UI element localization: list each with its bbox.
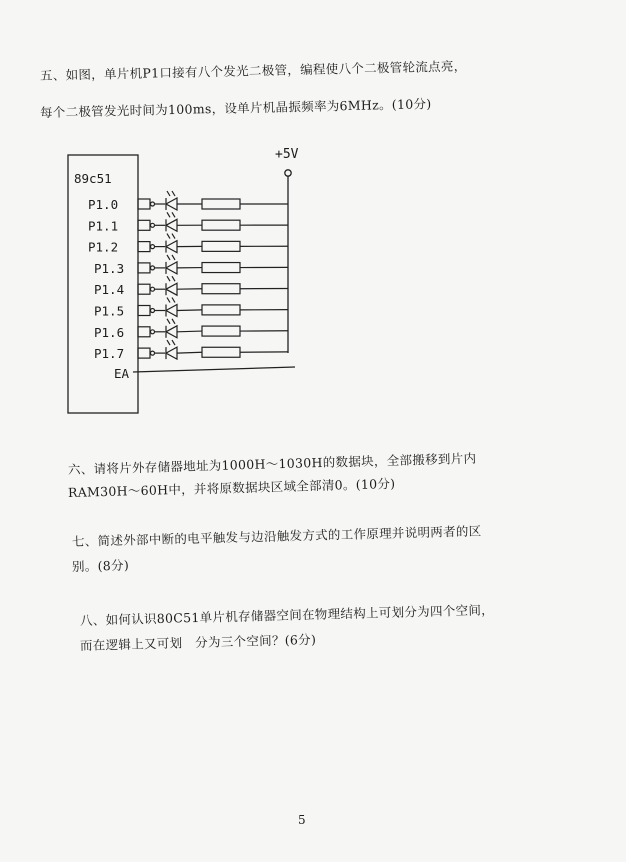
- led-triangle: [166, 283, 177, 295]
- inverter-gate: [138, 199, 150, 209]
- ea-wire: [133, 367, 295, 372]
- pin-label: P1.1: [88, 218, 119, 234]
- supply-label: +5V: [275, 147, 299, 162]
- q7-text-line1: 七、简述外部中断的电平触发与边沿触发方式的工作原理并说明两者的区: [71, 523, 482, 549]
- q8-text-line2: 而在逻辑上又可划 分为三个空间？(6分): [79, 631, 317, 653]
- q5-text-line1: 五、如图，单片机P1口接有八个发光二极管，编程使八个二极管轮流点亮，: [39, 58, 467, 83]
- led-triangle: [166, 262, 177, 274]
- pin-row: [94, 319, 288, 340]
- q6-text-line1: 六、请将片外存储器地址为1000H～1030H的数据块，全部搬移到片内: [67, 450, 477, 477]
- inverter-bubble: [151, 287, 155, 291]
- led-triangle: [166, 305, 177, 317]
- resistor: [202, 347, 240, 357]
- inverter-bubble: [151, 330, 155, 334]
- resistor: [202, 326, 240, 336]
- inverter-gate: [138, 220, 150, 230]
- pin-label: P1.0: [88, 197, 119, 212]
- led-triangle: [166, 219, 177, 231]
- led-triangle: [166, 198, 177, 210]
- pin-label: P1.3: [94, 260, 125, 276]
- pin-row: [94, 340, 288, 361]
- page-number: 5: [298, 813, 306, 827]
- ea-label: EA: [114, 366, 130, 381]
- pin-label: P1.2: [88, 239, 119, 255]
- pin-row: [88, 191, 288, 212]
- inverter-bubble: [151, 223, 155, 227]
- led-triangle: [166, 241, 177, 253]
- supply-terminal: [285, 170, 291, 176]
- inverter-gate: [138, 284, 150, 294]
- q8-text-line1: 八、如何认识80C51单片机存储器空间在物理结构上可划分为四个空间，: [79, 602, 495, 628]
- q5-text-line2: 每个二极管发光时间为100ms，设单片机晶振频率为6MHz。(10分): [39, 96, 432, 120]
- inverter-gate: [138, 327, 150, 337]
- q7-text-line2: 别。(8分): [71, 557, 130, 574]
- inverter-bubble: [151, 266, 155, 270]
- inverter-gate: [138, 306, 150, 316]
- inverter-bubble: [151, 245, 155, 249]
- pin-label: P1.5: [94, 303, 125, 319]
- inverter-gate: [138, 348, 150, 358]
- pin-row: [94, 255, 288, 276]
- led-triangle: [166, 326, 177, 338]
- resistor: [202, 305, 240, 315]
- led-triangle: [166, 347, 177, 359]
- resistor: [202, 284, 240, 294]
- pin-row: [88, 234, 288, 255]
- resistor: [202, 263, 240, 273]
- resistor: [202, 220, 240, 230]
- pin-label: P1.6: [94, 324, 125, 340]
- inverter-gate: [138, 263, 150, 273]
- q6-text-line2: RAM30H～60H中，并将原数据块区域全部清0。(10分): [67, 475, 396, 500]
- inverter-gate: [138, 242, 150, 252]
- inverter-bubble: [151, 202, 155, 206]
- pin-row: [94, 298, 288, 319]
- chip-label: 89c51: [74, 171, 112, 186]
- resistor: [202, 241, 240, 251]
- pin-row: [94, 276, 288, 297]
- pin-label: P1.4: [94, 282, 125, 298]
- inverter-bubble: [151, 309, 155, 313]
- pin-row: [88, 212, 288, 233]
- inverter-bubble: [151, 351, 155, 355]
- resistor: [202, 199, 240, 209]
- pin-label: P1.7: [94, 346, 125, 362]
